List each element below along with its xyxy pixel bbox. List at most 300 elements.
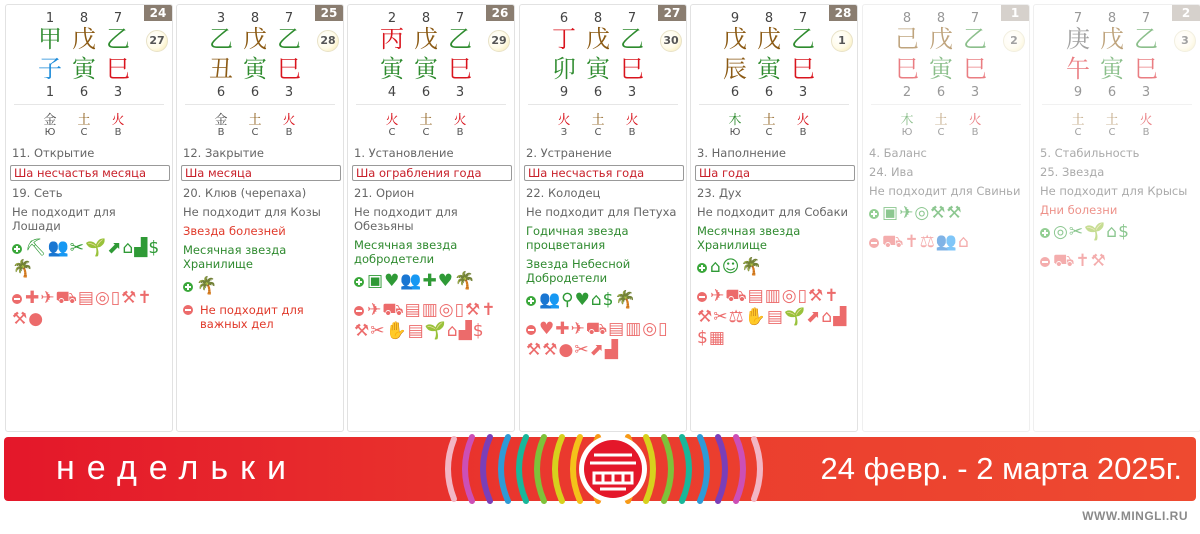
stem-hieroglyph: 丁	[552, 25, 576, 53]
star-number: 9	[730, 11, 740, 26]
stem-hieroglyph: 乙	[1134, 25, 1158, 53]
star-number: 8	[79, 11, 89, 26]
planting-icon: 🌱	[783, 307, 806, 327]
day-officer: 1. Установление	[354, 146, 454, 160]
airplane-icon: ✈	[710, 286, 725, 306]
stem-hieroglyph: 乙	[106, 25, 130, 53]
tools-icon: ⚒	[12, 309, 28, 329]
moon-day-badge: 3	[1174, 30, 1196, 52]
branch-hieroglyph: 巳	[1134, 55, 1158, 83]
branch-hieroglyph: 午	[1066, 55, 1090, 83]
element-hieroglyph: 火	[282, 113, 296, 128]
palm-tree-icon: 🌴	[614, 290, 636, 310]
element-hieroglyph: 火	[625, 113, 639, 128]
day-number-badge: 25	[315, 5, 343, 21]
stem-hieroglyph: 庚	[1066, 25, 1090, 53]
banner-title: недельки	[56, 449, 298, 487]
clash-note: Не подходит для Петуха	[526, 205, 677, 219]
star-number: 3	[1141, 85, 1151, 100]
airplane-icon: ✈	[40, 288, 55, 308]
day-details	[697, 146, 853, 352]
heart-icon: ♥	[384, 271, 400, 291]
house-icon: ⌂	[590, 290, 602, 310]
sha-badge: Ша несчастья года	[524, 165, 684, 181]
star-note: Годичная звезда процветания	[526, 224, 629, 252]
stem-hieroglyph: 戊	[929, 25, 953, 53]
branch-hieroglyph: 寅	[72, 55, 96, 83]
shovel-icon: ⚒	[807, 286, 824, 306]
branch-hieroglyph: 巳	[895, 55, 919, 83]
mingli-logo-icon	[424, 427, 784, 511]
day-details	[1040, 146, 1196, 275]
door-icon: ▯	[110, 288, 121, 308]
stem-hieroglyph: 戊	[723, 25, 747, 53]
star-number: 3	[455, 85, 465, 100]
element-hieroglyph: 土	[77, 113, 91, 128]
plus-icon	[526, 296, 536, 306]
minus-icon	[183, 305, 193, 315]
divider	[356, 104, 506, 105]
home-heart-icon: ⌂	[710, 257, 721, 277]
moon-day-badge: 1	[831, 30, 853, 52]
site-url[interactable]: WWW.MINGLI.RU	[1082, 509, 1188, 523]
branch-hieroglyph: 巳	[106, 55, 130, 83]
broken-heart-icon: ♥	[574, 290, 590, 310]
day-officer: 12. Закрытие	[183, 146, 264, 160]
star-number: 6	[216, 85, 226, 100]
element-hieroglyph: 土	[1105, 113, 1119, 128]
door-icon: ▯	[797, 286, 807, 306]
tools-icon: ⚒	[697, 307, 713, 327]
moving-truck-icon: ⛟	[585, 319, 608, 339]
branch-hieroglyph: 子	[38, 55, 62, 83]
moon-day-badge: 27	[146, 30, 168, 52]
rings-icon: ◎	[642, 319, 658, 339]
relation-letter: В	[456, 127, 464, 138]
star-number: 6	[936, 85, 946, 100]
unfavorable-activities	[869, 232, 1025, 253]
star-number: 1	[45, 11, 55, 26]
branch-hieroglyph: 寅	[757, 55, 781, 83]
star-number: 3	[627, 85, 637, 100]
hand-money-icon: ✋	[385, 321, 407, 341]
unfavorable-activities	[1040, 251, 1196, 272]
minus-icon	[12, 294, 22, 304]
element-hieroglyph: 火	[1139, 113, 1153, 128]
palm-tree-icon: 🌴	[453, 271, 476, 291]
people-icon: 👥	[539, 290, 561, 310]
palm-tree-icon: 🌴	[196, 276, 218, 296]
star-number: 2	[387, 11, 397, 26]
star-number: 6	[593, 85, 603, 100]
lunar-mansion: 20. Клюв (черепаха)	[183, 186, 307, 200]
stem-hieroglyph: 乙	[277, 25, 301, 53]
avoid-note-text: Не подходит для важных дел	[200, 303, 304, 331]
grave-cross-icon: ✝	[904, 232, 919, 252]
element-hieroglyph: 土	[934, 113, 948, 128]
star-note: Месячная звезда Хранилище	[697, 224, 801, 252]
palm-tree-icon: 🌴	[12, 259, 34, 279]
relation-letter: С	[251, 127, 259, 138]
face-icon: ☺	[721, 257, 740, 277]
star-number: 8	[902, 11, 912, 26]
star-note: Дни болезни	[1040, 203, 1118, 217]
branch-hieroglyph: 卯	[552, 55, 576, 83]
house-icon: ⌂	[1106, 222, 1118, 242]
day-officer: 4. Баланс	[869, 146, 927, 160]
money-bag-icon: $	[602, 290, 614, 310]
planting-icon: 🌱	[85, 238, 107, 258]
bricks-icon: ▤	[77, 288, 94, 308]
moon-day-badge: 28	[317, 30, 339, 52]
favorable-activities	[869, 203, 1025, 224]
day-officer: 3. Наполнение	[697, 146, 786, 160]
day-details	[869, 146, 1025, 256]
star-number: 6	[1107, 85, 1117, 100]
star-number: 2	[902, 85, 912, 100]
relation-letter: С	[594, 127, 602, 138]
star-note: Месячная звезда добродетели	[354, 238, 458, 266]
tools-icon: ⚒	[946, 203, 962, 223]
element-hieroglyph: 火	[385, 113, 399, 128]
lunar-mansion: 24. Ива	[869, 165, 914, 179]
worker-icon: ⛏	[25, 238, 47, 258]
minus-icon	[869, 238, 879, 248]
branch-hieroglyph: 寅	[1100, 55, 1124, 83]
branch-hieroglyph: 寅	[586, 55, 610, 83]
element-hieroglyph: 火	[796, 113, 810, 128]
upward-arrow-icon: ⬈	[806, 307, 821, 327]
moving-truck-icon: ⛟	[882, 232, 904, 252]
banner-date-range: 24 февр. - 2 марта 2025г.	[820, 451, 1182, 486]
relation-letter: С	[1108, 127, 1116, 138]
star-number: 7	[970, 11, 980, 26]
rings-icon: ◎	[914, 203, 930, 223]
relation-letter: С	[80, 127, 88, 138]
scissors-icon: ✂	[1068, 222, 1084, 242]
stem-hieroglyph: 乙	[963, 25, 987, 53]
star-number: 6	[250, 85, 260, 100]
day-card	[176, 4, 344, 432]
stem-hieroglyph: 乙	[791, 25, 815, 53]
relation-letter: С	[422, 127, 430, 138]
bricks-icon: ▤	[407, 321, 424, 341]
sha-badge: Ша месяца	[181, 165, 341, 181]
stem-hieroglyph: 戊	[586, 25, 610, 53]
day-number-badge: 24	[144, 5, 172, 21]
element-hieroglyph: 火	[968, 113, 982, 128]
stem-hieroglyph: 甲	[38, 25, 62, 53]
branch-hieroglyph: 丑	[209, 55, 233, 83]
scissors-icon: ✂	[574, 340, 589, 360]
divider	[1042, 104, 1192, 105]
star-number: 6	[764, 85, 774, 100]
favorable-activities	[12, 238, 168, 280]
star-number: 6	[559, 11, 569, 26]
day-card	[347, 4, 515, 432]
unfavorable-activities	[697, 286, 853, 349]
lunar-mansion: 23. Дух	[697, 186, 742, 200]
document-icon: ▦	[708, 328, 725, 348]
relation-letter: В	[799, 127, 807, 138]
element-hieroglyph: 土	[591, 113, 605, 128]
day-number-badge: 27	[658, 5, 686, 21]
stem-hieroglyph: 戊	[72, 25, 96, 53]
airplane-icon: ✈	[899, 203, 914, 223]
day-card	[862, 4, 1030, 432]
day-officer: 2. Устранение	[526, 146, 612, 160]
week-banner	[4, 437, 1196, 501]
relation-letter: С	[937, 127, 945, 138]
element-hieroglyph: 土	[1071, 113, 1085, 128]
shovel-icon: ⚒	[464, 300, 481, 320]
broken-heart-icon: ♥	[437, 271, 453, 291]
element-hieroglyph: 土	[419, 113, 433, 128]
money-bag-icon: $	[697, 328, 708, 348]
plus-icon	[697, 263, 707, 273]
rings-icon: ◎	[94, 288, 110, 308]
moon-day-badge: 30	[660, 30, 682, 52]
star-number: 7	[455, 11, 465, 26]
stem-hieroglyph: 乙	[448, 25, 472, 53]
minus-icon	[1040, 257, 1050, 267]
palm-tree-icon: 🌴	[740, 257, 762, 277]
heart-icon: ♥	[539, 319, 555, 339]
stem-hieroglyph: 乙	[209, 25, 233, 53]
steps-icon: ▟	[134, 238, 148, 258]
stem-hieroglyph: 戊	[757, 25, 781, 53]
day-details	[354, 146, 510, 345]
relation-letter: В	[1142, 127, 1150, 138]
apple-icon: ●	[28, 309, 44, 329]
star-number: 8	[764, 11, 774, 26]
moving-truck-icon: ⛟	[1053, 251, 1075, 271]
day-card	[690, 4, 858, 432]
unfavorable-activities	[12, 288, 168, 330]
element-hieroglyph: 火	[557, 113, 571, 128]
star-note: Звезда Небесной Добродетели	[526, 257, 631, 285]
day-number-badge: 28	[829, 5, 857, 21]
bricks-icon: ▤	[608, 319, 625, 339]
day-number-badge: 2	[1172, 5, 1200, 21]
clash-note: Не подходит для Собаки	[697, 205, 849, 219]
bricks-icon: ▤	[404, 300, 421, 320]
minus-icon	[526, 325, 536, 335]
favorable-activities	[1040, 222, 1196, 243]
door-icon: ▯	[658, 319, 668, 339]
shovel-icon: ⚒	[121, 288, 137, 308]
building-icon: ▥	[625, 319, 642, 339]
calendar-icon: ▣	[882, 203, 899, 223]
sha-badge: Ша ограбления года	[352, 165, 512, 181]
star-number: 7	[113, 11, 123, 26]
relation-letter: В	[114, 127, 122, 138]
airplane-icon: ✈	[570, 319, 585, 339]
clash-note: Не подходит для Козы	[183, 205, 321, 219]
airplane-icon: ✈	[367, 300, 382, 320]
lunar-mansion: 21. Орион	[354, 186, 415, 200]
star-number: 6	[421, 85, 431, 100]
plus-icon	[354, 277, 364, 287]
rings-icon: ◎	[781, 286, 797, 306]
steps-icon: ▟	[833, 307, 847, 327]
day-card	[5, 4, 173, 432]
divider	[185, 104, 335, 105]
star-number: 4	[387, 85, 397, 100]
scissors-icon: ✂	[370, 321, 385, 341]
apple-icon: ●	[558, 340, 574, 360]
star-number: 9	[559, 85, 569, 100]
lunar-mansion: 25. Звезда	[1040, 165, 1105, 179]
element-hieroglyph: 火	[453, 113, 467, 128]
money-bag-icon: $	[1118, 222, 1129, 242]
branch-hieroglyph: 辰	[723, 55, 747, 83]
people-icon: 👥	[400, 271, 422, 291]
sha-badge: Ша несчастья месяца	[10, 165, 170, 181]
branch-hieroglyph: 巳	[791, 55, 815, 83]
sha-badge: Ша года	[695, 165, 855, 181]
cross-icon: ✚	[25, 288, 40, 308]
day-officer: 5. Стабильность	[1040, 146, 1140, 160]
calendar-icon: ▣	[367, 271, 384, 291]
star-number: 8	[593, 11, 603, 26]
star-number: 9	[1073, 85, 1083, 100]
star-number: 7	[1073, 11, 1083, 26]
branch-hieroglyph: 巳	[620, 55, 644, 83]
plus-icon	[12, 244, 22, 254]
branch-hieroglyph: 寅	[414, 55, 438, 83]
branch-hieroglyph: 巳	[448, 55, 472, 83]
tools-icon: ⚒	[1090, 251, 1106, 271]
upward-arrow-icon: ⬈	[107, 238, 122, 258]
star-number: 6	[79, 85, 89, 100]
day-officer: 11. Открытие	[12, 146, 95, 160]
star-number: 3	[113, 85, 123, 100]
broom-icon: ⚲	[561, 290, 574, 310]
avoid-note	[183, 303, 339, 331]
branch-hieroglyph: 寅	[929, 55, 953, 83]
minus-icon	[697, 292, 707, 302]
scales-icon: ⚖	[919, 232, 935, 252]
unfavorable-activities	[526, 319, 682, 361]
grave-cross-icon: ✝	[824, 286, 839, 306]
day-details	[183, 146, 339, 336]
star-number: 3	[216, 11, 226, 26]
divider	[14, 104, 164, 105]
relation-letter: З	[560, 127, 568, 138]
lunar-mansion: 22. Колодец	[526, 186, 601, 200]
element-hieroglyph: 火	[111, 113, 125, 128]
house-icon: ⌂	[122, 238, 134, 258]
element-hieroglyph: 土	[762, 113, 776, 128]
hand-money-icon: ✋	[744, 307, 766, 327]
star-number: 8	[250, 11, 260, 26]
house-icon: ⌂	[446, 321, 458, 341]
steps-icon: ▟	[458, 321, 472, 341]
moving-truck-icon: ⛟	[55, 288, 77, 308]
star-number: 7	[284, 11, 294, 26]
people-icon: 👥	[935, 232, 958, 252]
divider	[699, 104, 849, 105]
star-number: 1	[45, 85, 55, 100]
money-bag-icon: $	[148, 238, 160, 258]
star-note: Месячная звезда Хранилище	[183, 243, 287, 271]
favorable-activities	[354, 271, 510, 292]
day-number-badge: 1	[1001, 5, 1029, 21]
plus-icon	[1040, 228, 1050, 238]
lunar-mansion: 19. Сеть	[12, 186, 63, 200]
stem-hieroglyph: 戊	[414, 25, 438, 53]
house-icon: ⌂	[958, 232, 969, 252]
scales-icon: ⚖	[728, 307, 744, 327]
relation-letter: В	[628, 127, 636, 138]
star-note: Звезда болезней	[183, 224, 286, 238]
favorable-activities	[183, 276, 339, 297]
bricks-icon: ▤	[747, 286, 764, 306]
people-icon: 👥	[47, 238, 69, 258]
rings-icon: ◎	[1053, 222, 1068, 242]
clash-note: Не подходит для Лошади	[12, 205, 116, 233]
relation-letter: Ю	[729, 127, 741, 138]
grave-cross-icon: ✝	[481, 300, 496, 320]
money-bag-icon: $	[472, 321, 484, 341]
clash-note: Не подходит для Обезьяны	[354, 205, 458, 233]
relation-letter: С	[1074, 127, 1082, 138]
favorable-activities	[526, 290, 682, 311]
day-card	[519, 4, 687, 432]
house-icon: ⌂	[821, 307, 833, 327]
star-number: 8	[1107, 11, 1117, 26]
star-number: 8	[936, 11, 946, 26]
steps-icon: ▟	[604, 340, 618, 360]
moon-day-badge: 29	[488, 30, 510, 52]
relation-letter: С	[388, 127, 396, 138]
clash-note: Не подходит для Свиньи	[869, 184, 1021, 198]
bricks-icon: ▤	[766, 307, 783, 327]
day-details	[12, 146, 168, 333]
relation-letter: Ю	[44, 127, 56, 138]
star-number: 3	[798, 85, 808, 100]
relation-letter: В	[217, 127, 225, 138]
cross-icon: ✚	[555, 319, 570, 339]
element-hieroglyph: 木	[728, 113, 742, 128]
relation-letter: В	[285, 127, 293, 138]
day-details	[526, 146, 682, 364]
grave-cross-icon: ✝	[137, 288, 152, 308]
element-hieroglyph: 金	[43, 113, 57, 128]
moving-truck-icon: ⛟	[382, 300, 404, 320]
scissors-icon: ✂	[713, 307, 728, 327]
branch-hieroglyph: 寅	[380, 55, 404, 83]
relation-letter: Ю	[901, 127, 913, 138]
scissors-icon: ✂	[69, 238, 85, 258]
stem-hieroglyph: 戊	[243, 25, 267, 53]
rings-icon: ◎	[438, 300, 454, 320]
star-number: 6	[730, 85, 740, 100]
upward-arrow-icon: ⬈	[589, 340, 604, 360]
relation-letter: С	[765, 127, 773, 138]
tools-icon: ⚒	[542, 340, 558, 360]
branch-hieroglyph: 巳	[277, 55, 301, 83]
star-number: 3	[970, 85, 980, 100]
tools-icon: ⚒	[354, 321, 370, 341]
star-number: 7	[627, 11, 637, 26]
star-number: 3	[284, 85, 294, 100]
plus-icon	[183, 282, 193, 292]
relation-letter: В	[971, 127, 979, 138]
day-card	[1033, 4, 1200, 432]
moon-day-badge: 2	[1003, 30, 1025, 52]
